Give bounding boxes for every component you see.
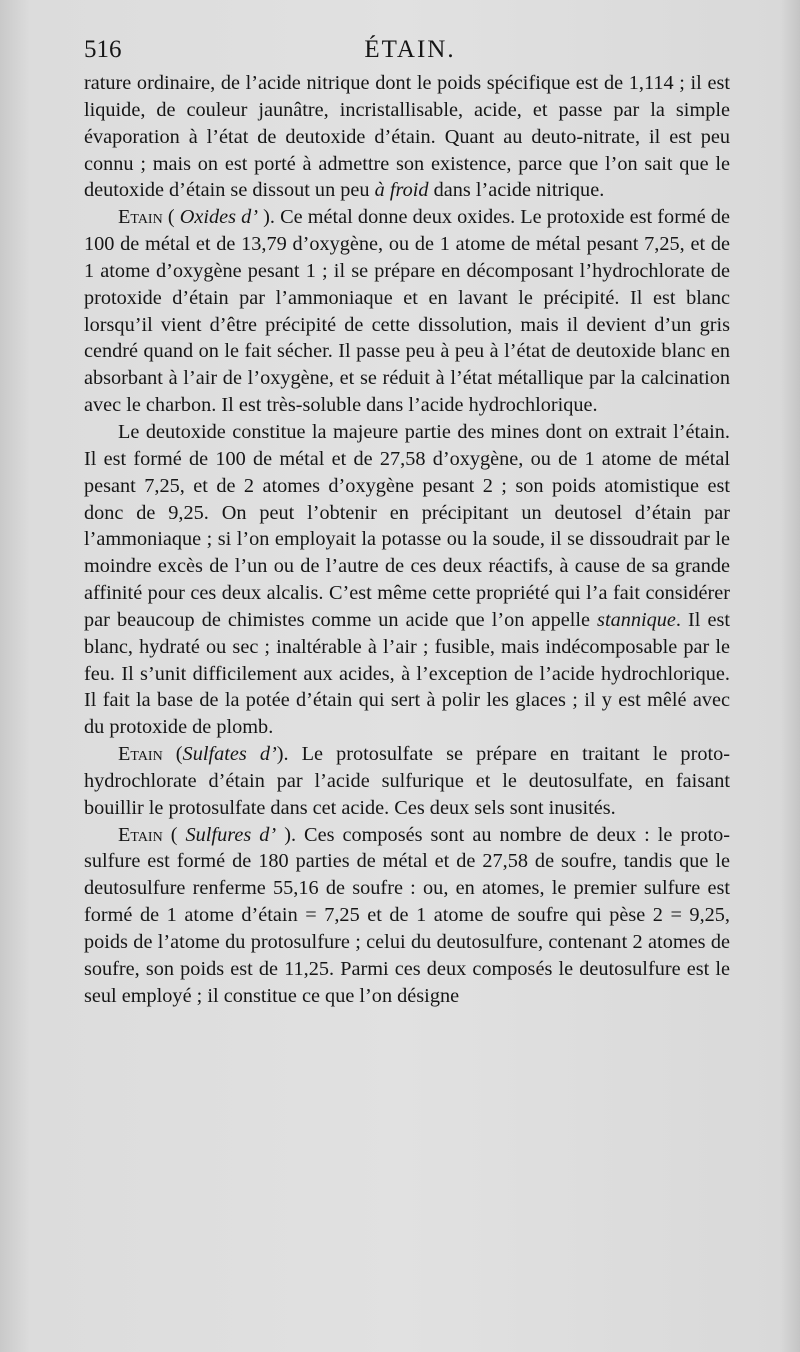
text-run: dans l’acide nitrique. [428,179,605,202]
text-run: ). Le protosulfate se prépare en traitant le proto-hydrochlorate d’étain par l’acide sulfurique et le deutosulfate, en faisant bouillir le protosulfate dans cet acide. Ces deux sels sont inusités. [84,743,730,819]
paragraph [84,204,730,419]
text-run: rature ordinaire, de l’acide nitrique dont le poids spécifique est de 1,114 ; il est liquide, de couleur jaunâtre, incristallisable, acide, et passe par la simple évaporation à l’état de deutoxide d’étain. Quant au deuto-nitrate, il est peu connu ; mais on est porté à admettre son existence, parce que l’on sait que le deutoxide d’étain se dissout un peu [84,72,730,202]
text-run: Le deutoxide constitue la majeure partie des mines dont on extrait l’étain. Il est formé de 100 de métal et de 27,58 d’oxygène, ou de 1 atome de métal pesant 7,25, et de 2 atomes d’oxygène pesant 2 ; son poids atomistique est donc de 9,25. On peut l’obtenir en précipitant un deutosel d’étain par l’ammoniaque ; si l’on employait la potasse ou la soude, il se dissoudrait par le moindre excès de l’un ou de l’autre de ces deux réactifs, à cause de sa grande affinité pour ces deux alcalis. C’est même cette propriété qui l’a fait considérer par beaucoup de chimistes comme un acide que l’on appelle [84,420,730,631]
text-run: ). Ce métal donne deux oxides. Le protoxide est formé de 100 de métal et de 13,79 d’oxygène, ou de 1 atome de métal pesant 7,25, et de 1 atome d’oxygène pesant 1 ; il se prépare en décomposant l’hydrochlorate de protoxide d’étain par l’ammoniaque et en lavant le précipité. Il est blanc lorsqu’il vient d’être précipité de cette dissolution, mais il devient d’un gris cendré quand on le fait sécher. Il passe peu à peu à l’état de deutoxide blanc en absorbant à l’air de l’oxygène, et se réduit à l’état métallique par la calcination avec le charbon. Il est très-soluble dans l’acide hydrochlorique. [84,206,730,417]
text-run: ( [162,206,180,229]
body-text [84,70,730,1010]
paragraph [84,419,730,741]
section-heading-word: Etain [118,823,163,846]
page-header [84,28,736,68]
italic-run: Sulfates d’ [182,743,277,766]
paragraph [84,70,730,204]
text-run: . Il est blanc, hydraté ou sec ; inaltérable à l’air ; fusible, mais indécomposable par le feu. Il s’unit difficilement aux acides, à l’exception de l’acide hydrochlorique. Il fait la base de la potée d’étain qui sert à polir les glaces ; il y est mêlé avec du protoxide de plomb. [84,608,730,739]
italic-run: stannique [597,608,676,631]
italic-run: à froid [374,179,429,202]
text-run: ). Ces composés sont au nombre de deux : le proto-sulfure est formé de 180 parties de métal et de 27,58 de soufre, tandis que le deutosulfure renferme 55,16 de soufre : ou, en atomes, le premier sulfure est formé de 1 atome d’étain = 7,25 et de 1 atome de soufre qui pèse 2 = 9,25, poids de l’atome du protosulfure ; celui du deutosulfure, contenant 2 atomes de soufre, son poids est de 11,25. Parmi ces deux composés le deutosulfure est le seul employé ; il constitue ce que l’on désigne [84,823,730,1007]
section-heading-word: Etain [118,743,163,766]
italic-run: Oxides d’ [179,206,259,229]
running-head: ÉTAIN. [364,36,456,63]
text-run: ( [162,823,186,846]
page-number: 516 [84,36,122,63]
italic-run: Sulfures d’ [185,823,277,846]
paragraph [84,741,730,822]
text-run: ( [162,743,183,766]
paragraph [84,822,730,1010]
section-heading-word: Etain [118,206,163,229]
